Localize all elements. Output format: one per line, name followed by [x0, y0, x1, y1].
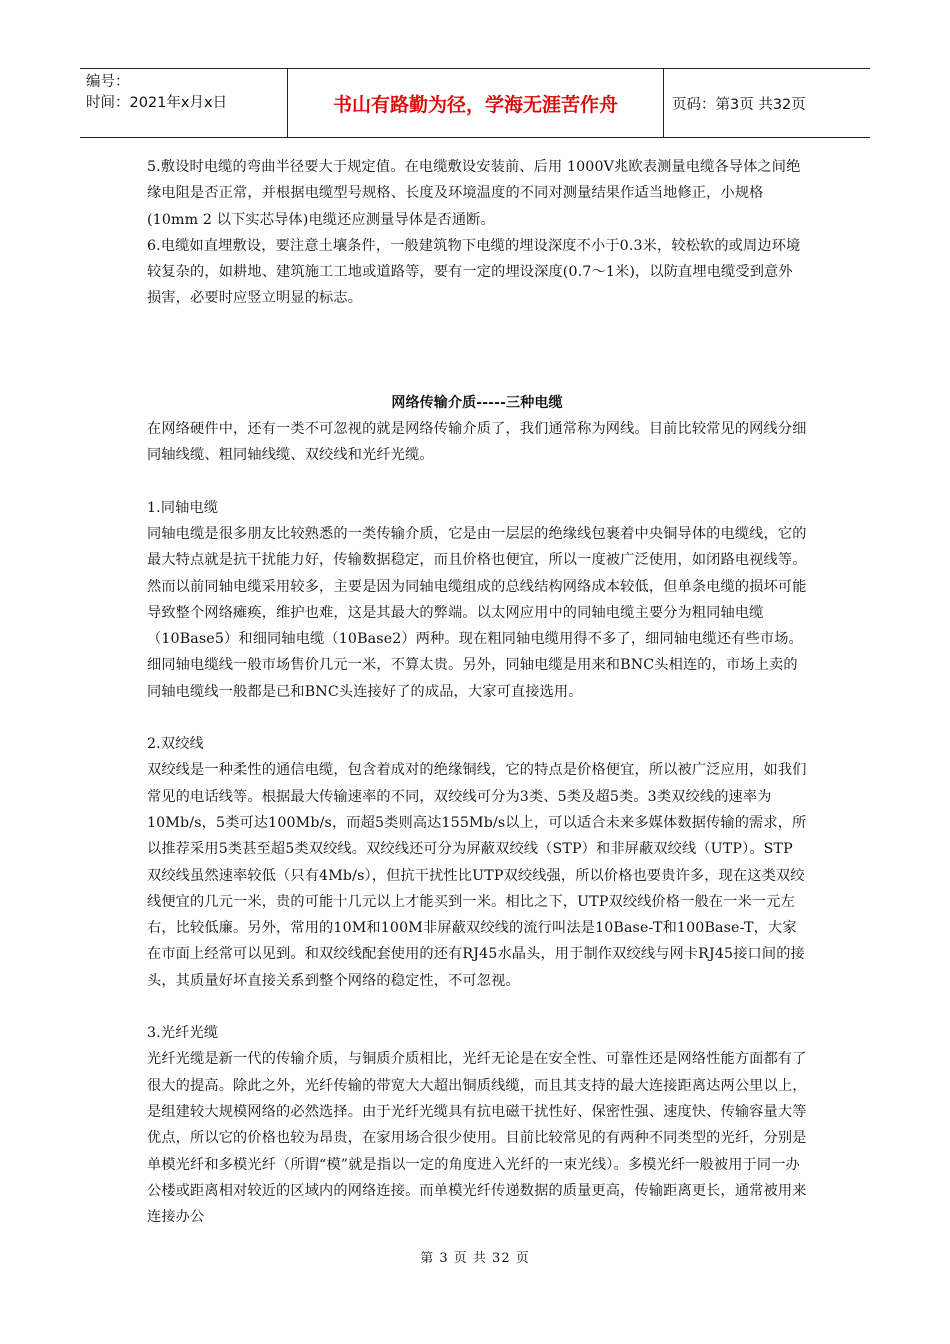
- page-footer: 第 3 页 共 32 页: [420, 1251, 530, 1266]
- paragraph-item-5: 5.敷设时电缆的弯曲半径要大于规定值。在电缆敷设安装前、后用 1000V兆欧表测量电缆各导体之间绝缘电阻是否正常，并根据电缆型号规格、长度及环境温度的不同对测量结果作适当地修正，小规格(10mm 2 以下实芯导体)电缆还应测量导体是否通断。: [147, 159, 801, 228]
- section-intro: 在网络硬件中，还有一类不可忽视的就是网络传输介质了，我们通常称为网线。目前比较常见的网线分细同轴线缆、粗同轴线缆、双绞线和光纤光缆。: [147, 421, 807, 464]
- header-meta: [80, 69, 288, 137]
- subsection-body-fiber: 光纤光缆是新一代的传输介质，与铜质介质相比，光纤无论是在安全性、可靠性还是网络性能方面都有了很大的提高。除此之外，光纤传输的带宽大大超出铜质线缆，而且其支持的最大连接距离达两公里以上，是组建较大规模网络的必然选择。由于光纤光缆具有抗电磁干扰性好、保密性强、速度快、传输容量大等优点，所以它的价格也较为昂贵，在家用场合很少使用。目前比较常见的有两种不同类型的光纤，分别是单模光纤和多模光纤（所谓“模”就是指以一定的角度进入光纤的一束光线）。多模光纤一般被用于同一办公楼或距离相对较近的区域内的网络连接。而单模光纤传递数据的质量更高，传输距离更长，通常被用来连接办公: [147, 1051, 807, 1226]
- subsection-body-coax: 同轴电缆是很多朋友比较熟悉的一类传输介质，它是由一层层的绝缘线包裹着中央铜导体的电缆线，它的最大特点就是抗干扰能力好，传输数据稳定，而且价格也便宜，所以一度被广泛使用，如闭路电视线等。然而以前同轴电缆采用较多，主要是因为同轴电缆组成的总线结构网络成本较低，但单条电缆的损坏可能导致整个网络瘫痪，维护也难，这是其最大的弊端。以太网应用中的同轴电缆主要分为粗同轴电缆（10Base5）和细同轴电缆（10Base2）两种。现在粗同轴电缆用得不多了，细同轴电缆还有些市场。细同轴电缆线一般市场售价几元一米，不算太贵。另外，同轴电缆是用来和BNC头相连的，市场上卖的同轴电缆线一般都是已和BNC头连接好了的成品，大家可直接选用。: [147, 525, 807, 700]
- document-date: 时间：2021年x月x日: [86, 95, 228, 111]
- document-body: [147, 154, 807, 1230]
- subsection-heading-fiber: 3.光纤光缆: [147, 1025, 219, 1042]
- subsection-heading-coax: 1.同轴电缆: [147, 499, 219, 516]
- subsection-body-twisted-pair: 双绞线是一种柔性的通信电缆，包含着成对的绝缘铜线，它的特点是价格便宜，所以被广泛应用，如我们常见的电话线等。根据最大传输速率的不同，双绞线可分为3类、5类及超5类。3类双绞线的速率为10Mb/s，5类可达100Mb/s，而超5类则高达155Mb/s以上，可以适合未来多媒体数据传输的需求，所以推荐采用5类甚至超5类双绞线。双绞线还可分为屏蔽双绞线（STP）和非屏蔽双绞线（UTP）。STP双绞线虽然速率较低（只有4Mb/s），但抗干扰性比UTP双绞线强，所以价格也要贵许多，现在这类双绞线便宜的几元一米，贵的可能十几元以上才能买到一米。相比之下，UTP双绞线价格一般在一米一元左右，比较低廉。另外，常用的10M和100M非屏蔽双绞线的流行叫法是10Base-T和100Base-T，大家在市面上经常可以见到。和双绞线配套使用的还有RJ45水晶头，用于制作双绞线与网卡RJ45接口间的接头，其质量好坏直接关系到整个网络的稳定性，不可忽视。: [147, 762, 807, 989]
- header-motto: 书山有路勤为径，学海无涯苦作舟: [288, 69, 664, 137]
- document-number-label: 编号：: [86, 74, 130, 90]
- header-page-info: 页码：第3页 共32页: [672, 96, 806, 113]
- paragraph-item-6: 6.电缆如直埋敷设，要注意土壤条件，一般建筑物下电缆的埋设深度不小于0.3米，较松软的或周边环境较复杂的，如耕地、建筑施工工地或道路等，要有一定的埋设深度(0.7～1米)，以防直埋电缆受到意外损害，必要时应竖立明显的标志。: [147, 237, 801, 307]
- subsection-heading-twisted-pair: 2.双绞线: [147, 736, 204, 753]
- page-header: [80, 68, 870, 138]
- section-title: 网络传输介质-----三种电缆: [391, 394, 563, 411]
